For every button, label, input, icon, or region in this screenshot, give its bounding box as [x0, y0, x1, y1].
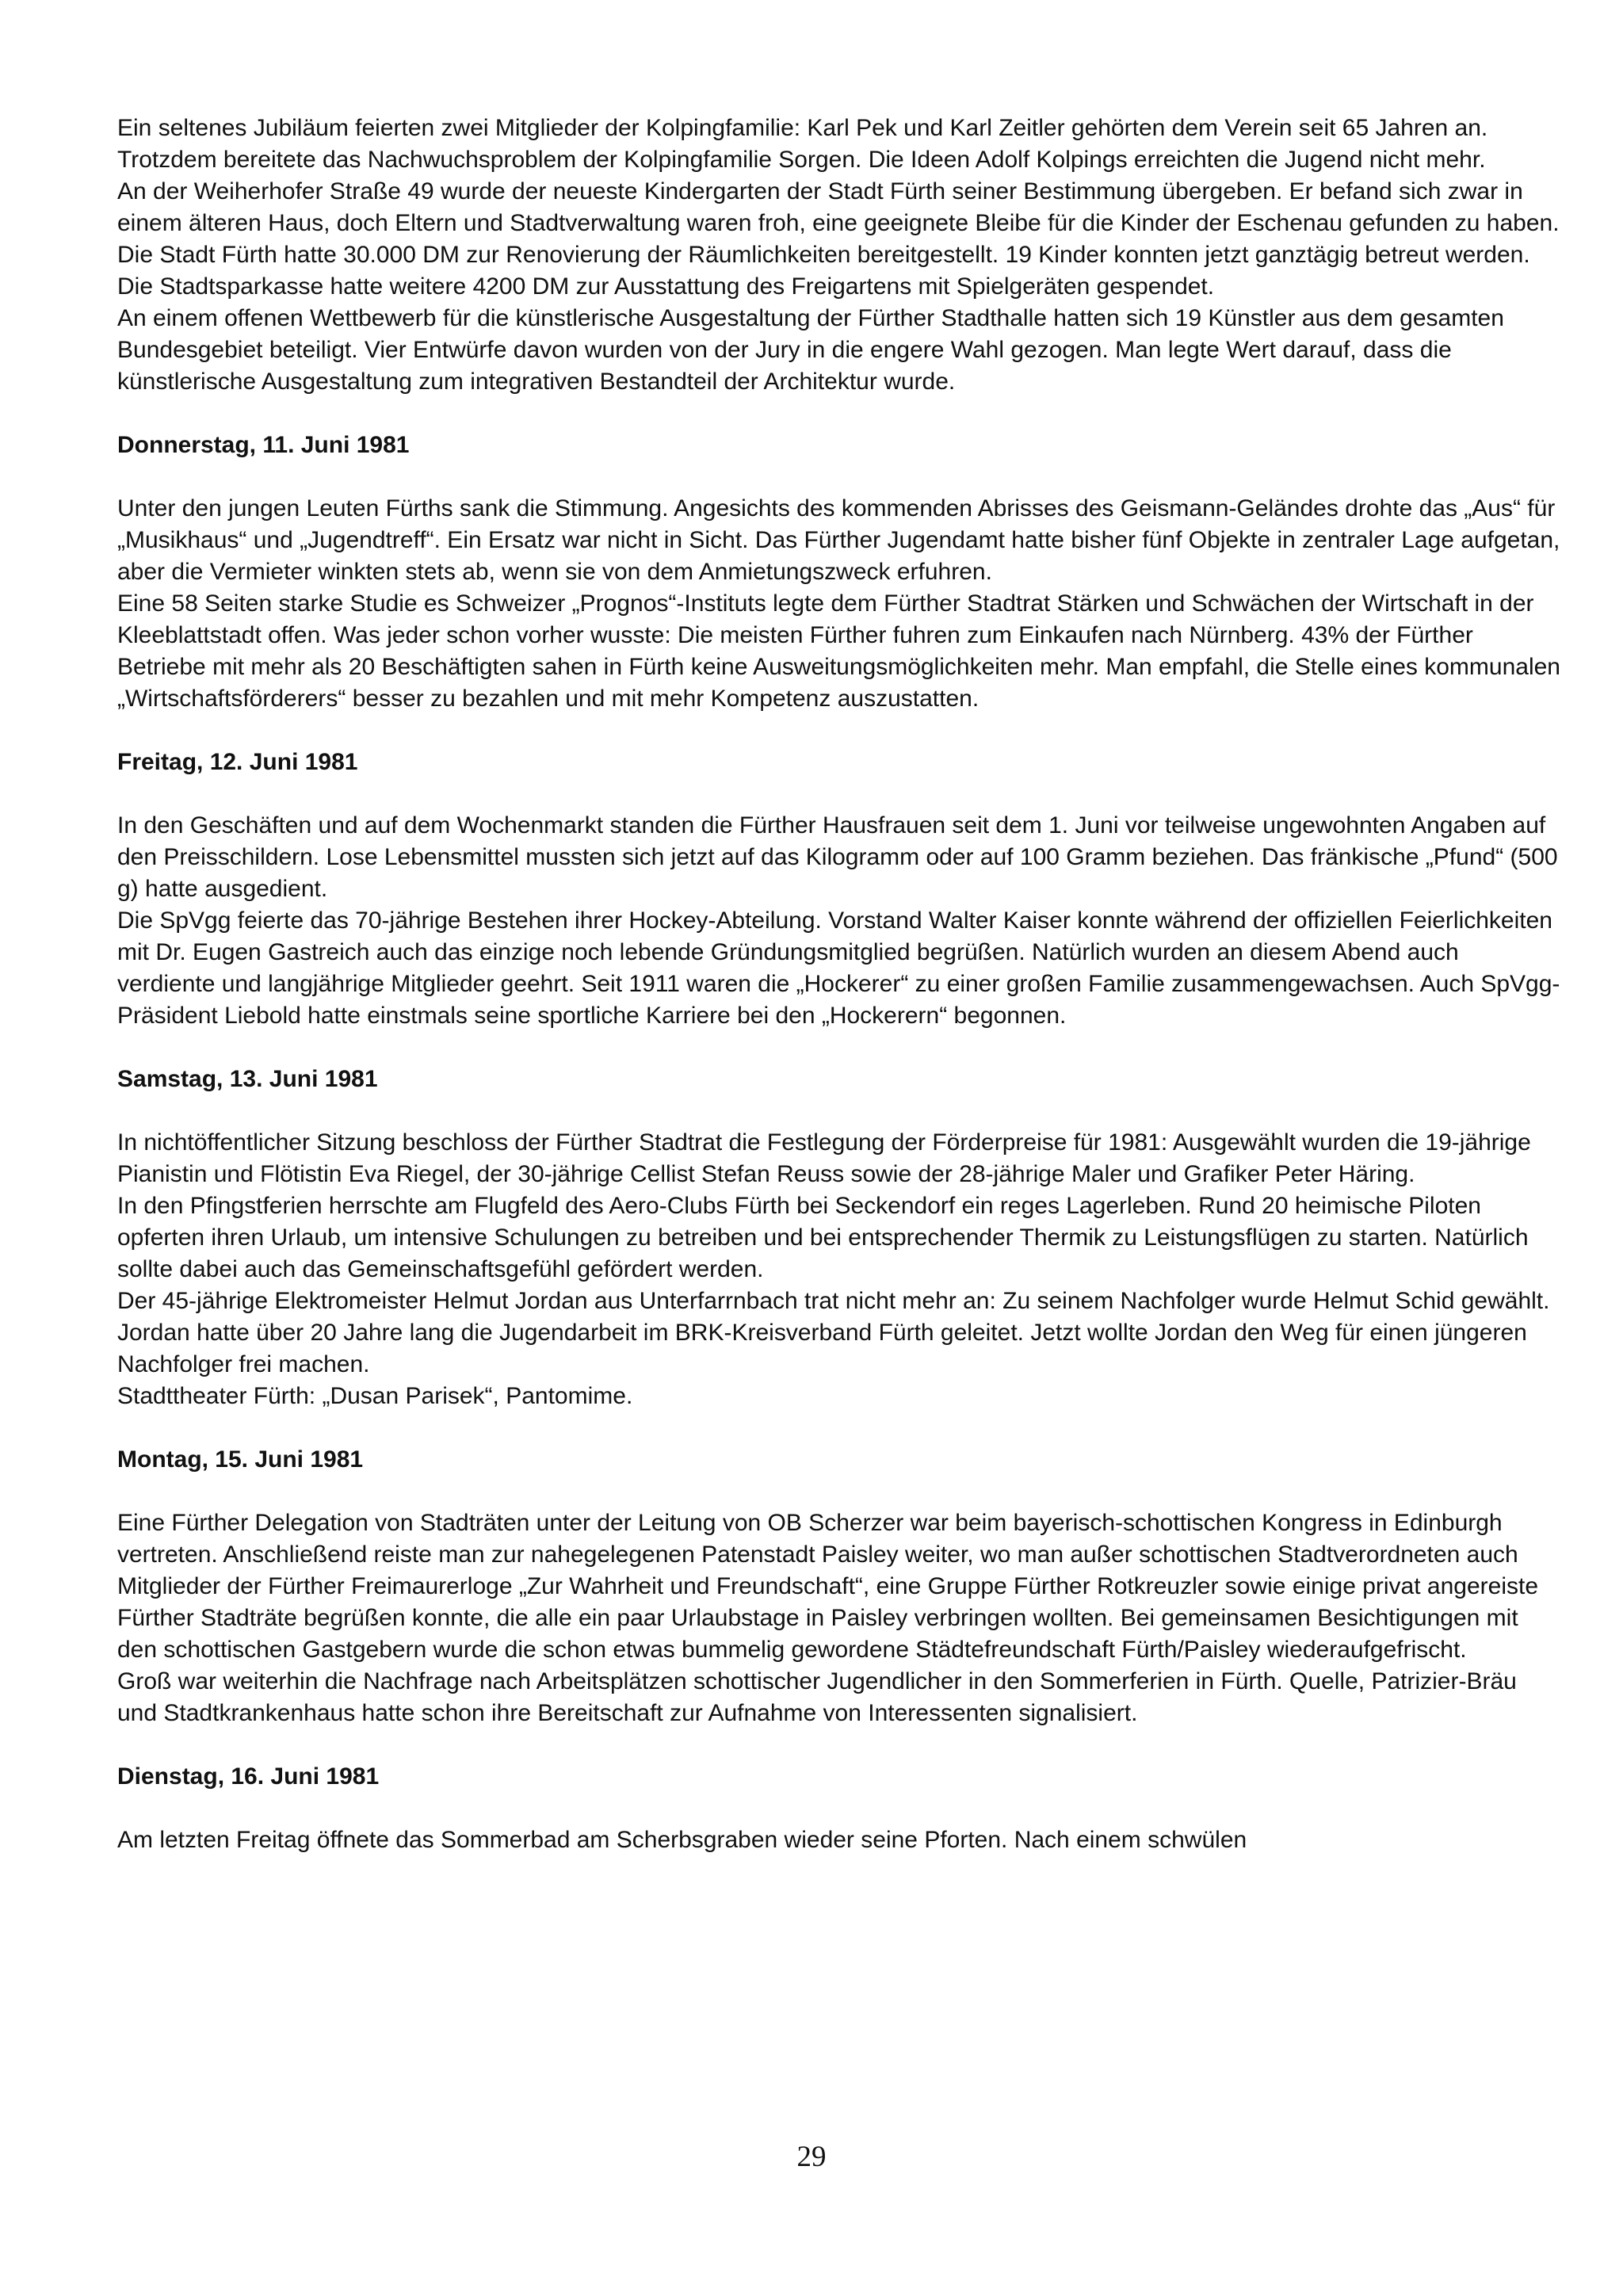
section-heading: Dienstag, 16. Juni 1981	[117, 1763, 380, 1790]
intro-paragraph-3: An einem offenen Wettbewerb für die künstlerische Ausgestaltung der Fürther Stadthalle hatten sich 19 Künstler aus dem gesamten Bundesgebiet beteiligt. Vier Entwürfe davon wurden von der Jury in die engere Wahl gezogen. Man legte Wert darauf, dass die künstlerische Ausgestaltung zum integrativen Bestandteil der Architektur wurde.	[117, 305, 1504, 395]
section-paragraph: Eine 58 Seiten starke Studie es Schweizer „Prognos“-Instituts legte dem Fürther Stadtrat Stärken und Schwächen der Wirtschaft in der Kleeblattstadt offen. Was jeder schon vorher wusste: Die meisten Fürther fuhren zum Einkaufen nach Nürnberg. 43% der Fürther Betriebe mit mehr als 20 Beschäftigten sahen in Fürth keine Ausweitungsmöglichkeiten mehr. Man empfahl, die Stelle eines kommunalen „Wirtschaftsförderers“ besser zu bezahlen und mit mehr Kompetenz auszustatten.	[117, 590, 1560, 712]
section-paragraph: Eine Fürther Delegation von Stadträten unter der Leitung von OB Scherzer war beim bayerisch-schottischen Kongress in Edinburgh vertreten. Anschließend reiste man zur nahegelegenen Patenstadt Paisley weiter, wo man außer schottischen Stadtverordneten auch Mitglieder der Fürther Freimaurerloge „Zur Wahrheit und Freundschaft“, eine Gruppe Fürther Rotkreuzler sowie einige privat angereiste Fürther Stadträte begrüßen konnte, die alle ein paar Urlaubstage in Paisley verbringen wollten. Bei gemeinsamen Besichtigungen mit den schottischen Gastgebern wurde die schon etwas bummelig gewordene Städtefreundschaft Fürth/Paisley wiederaufgefrischt.	[117, 1510, 1539, 1663]
section-dienstag-16-juni	[117, 1761, 1563, 1856]
intro-paragraph-1: Ein seltenes Jubiläum feierten zwei Mitglieder der Kolpingfamilie: Karl Pek und Karl Zeitler gehörten dem Verein seit 65 Jahren an. Trotzdem bereitete das Nachwuchsproblem der Kolpingfamilie Sorgen. Die Ideen Adolf Kolpings erreichten die Jugend nicht mehr.	[117, 115, 1488, 173]
section-paragraph: Der 45-jährige Elektromeister Helmut Jordan aus Unterfarrnbach trat nicht mehr an: Zu seinem Nachfolger wurde Helmut Schid gewählt. Jordan hatte über 20 Jahre lang die Jugendarbeit im BRK-Kreisverband Fürth geleitet. Jetzt wollte Jordan den Weg für einen jüngeren Nachfolger frei machen.	[117, 1288, 1550, 1377]
section-donnerstag-11-juni	[117, 430, 1563, 715]
section-montag-15-juni	[117, 1444, 1563, 1729]
section-paragraph: Am letzten Freitag öffnete das Sommerbad am Scherbsgraben wieder seine Pforten. Nach einem schwülen	[117, 1827, 1247, 1853]
section-freitag-12-juni	[117, 747, 1563, 1032]
document-page	[117, 113, 1563, 1856]
page-number: 29	[796, 2141, 827, 2173]
intro-section	[117, 113, 1563, 398]
section-paragraph: Stadttheater Fürth: „Dusan Parisek“, Pantomime.	[117, 1383, 633, 1409]
section-heading: Freitag, 12. Juni 1981	[117, 749, 358, 775]
section-paragraph: In den Geschäften und auf dem Wochenmarkt standen die Fürther Hausfrauen seit dem 1. Juni vor teilweise ungewohnten Angaben auf den Preisschildern. Lose Lebensmittel mussten sich jetzt auf das Kilogramm oder auf 100 Gramm beziehen. Das fränkische „Pfund“ (500 g) hatte ausgedient.	[117, 812, 1558, 902]
section-heading: Samstag, 13. Juni 1981	[117, 1066, 378, 1092]
section-heading: Donnerstag, 11. Juni 1981	[117, 432, 410, 458]
intro-paragraph-2: An der Weiherhofer Straße 49 wurde der neueste Kindergarten der Stadt Fürth seiner Bestimmung übergeben. Er befand sich zwar in einem älteren Haus, doch Eltern und Stadtverwaltung waren froh, eine geeignete Bleibe für die Kinder der Eschenau gefunden zu haben. Die Stadt Fürth hatte 30.000 DM zur Renovierung der Räumlichkeiten bereitgestellt. 19 Kinder konnten jetzt ganztägig betreut werden. Die Stadtsparkasse hatte weitere 4200 DM zur Ausstattung des Freigartens mit Spielgeräten gespendet.	[117, 178, 1560, 300]
section-paragraph: Unter den jungen Leuten Fürths sank die Stimmung. Angesichts des kommenden Abrisses des Geismann-Geländes drohte das „Aus“ für „Musikhaus“ und „Jugendtreff“. Ein Ersatz war nicht in Sicht. Das Fürther Jugendamt hatte bisher fünf Objekte in zentraler Lage aufgetan, aber die Vermieter winkten stets ab, wenn sie von dem Anmietungszweck erfuhren.	[117, 495, 1560, 585]
section-paragraph: Die SpVgg feierte das 70-jährige Bestehen ihrer Hockey-Abteilung. Vorstand Walter Kaiser konnte während der offiziellen Feierlichkeiten mit Dr. Eugen Gastreich auch das einzige noch lebende Gründungsmitglied begrüßen. Natürlich wurden an diesem Abend auch verdiente und langjährige Mitglieder geehrt. Seit 1911 waren die „Hockerer“ zu einer großen Familie zusammengewachsen. Auch SpVgg-Präsident Liebold hatte einstmals seine sportliche Karriere bei den „Hockerern“ begonnen.	[117, 907, 1560, 1029]
section-heading: Montag, 15. Juni 1981	[117, 1446, 364, 1473]
section-paragraph: In den Pfingstferien herrschte am Flugfeld des Aero-Clubs Fürth bei Seckendorf ein reges Lagerleben. Rund 20 heimische Piloten opferten ihren Urlaub, um intensive Schulungen zu betreiben und bei entsprechender Thermik zu Leistungsflügen zu starten. Natürlich sollte dabei auch das Gemeinschaftsgefühl gefördert werden.	[117, 1193, 1529, 1282]
section-paragraph: Groß war weiterhin die Nachfrage nach Arbeitsplätzen schottischer Jugendlicher in den Sommerferien in Fürth. Quelle, Patrizier-Bräu und Stadtkrankenhaus hatte schon ihre Bereitschaft zur Aufnahme von Interessenten signalisiert.	[117, 1668, 1517, 1726]
section-paragraph: In nichtöffentlicher Sitzung beschloss der Fürther Stadtrat die Festlegung der Förderpreise für 1981: Ausgewählt wurden die 19-jährige Pianistin und Flötistin Eva Riegel, der 30-jährige Cellist Stefan Reuss sowie der 28-jährige Maler und Grafiker Peter Häring.	[117, 1129, 1531, 1187]
section-samstag-13-juni	[117, 1064, 1563, 1412]
